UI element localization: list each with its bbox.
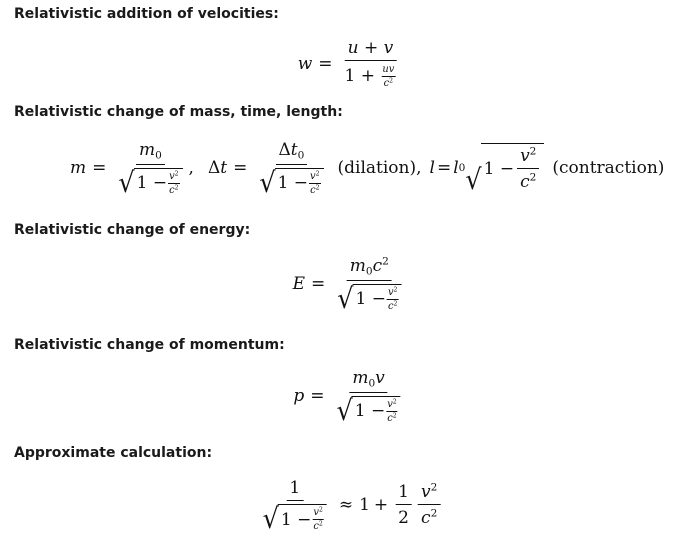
heading-velocities: Relativistic addition of velocities: — [14, 6, 279, 22]
formula-approximation: 1 √ 1 − $\frac{v^2}{c^2}$ ≈ 1 + $\frac{1}{2}$ $\frac{v^2}{c^2}$ — [257, 478, 444, 532]
formula-energy: E = $m_0c^2$ √ 1 − $\frac{v^2}{c^2}$ — [293, 256, 408, 312]
heading-momentum: Relativistic change of momentum: — [14, 337, 285, 353]
heading-approximate: Approximate calculation: — [14, 445, 213, 461]
heading-energy: Relativistic change of energy: — [14, 222, 251, 238]
note-contraction: (contraction) — [552, 157, 665, 178]
note-dilation: (dilation), — [337, 157, 422, 178]
formula-mass-time-length: m = $m_0$ √ 1 − $\frac{v^2}{c^2}$ , Δt = $\Delta t_0$ √ 1 − $\frac{v^2}{c^2}$ (dilation), l = l 0 √ 1 − $\frac{v^2}{c^2}$ (contraction) — [70, 140, 665, 199]
formula-momentum: p = $m_0v$ √ 1 − $\frac{v^2}{c^2}$ — [293, 368, 406, 424]
formula-velocity-addition: w = u + v 1 + $\frac{uv}{c^2}$ — [297, 38, 395, 89]
heading-mass-time-length: Relativistic change of mass, time, length: — [14, 104, 343, 120]
